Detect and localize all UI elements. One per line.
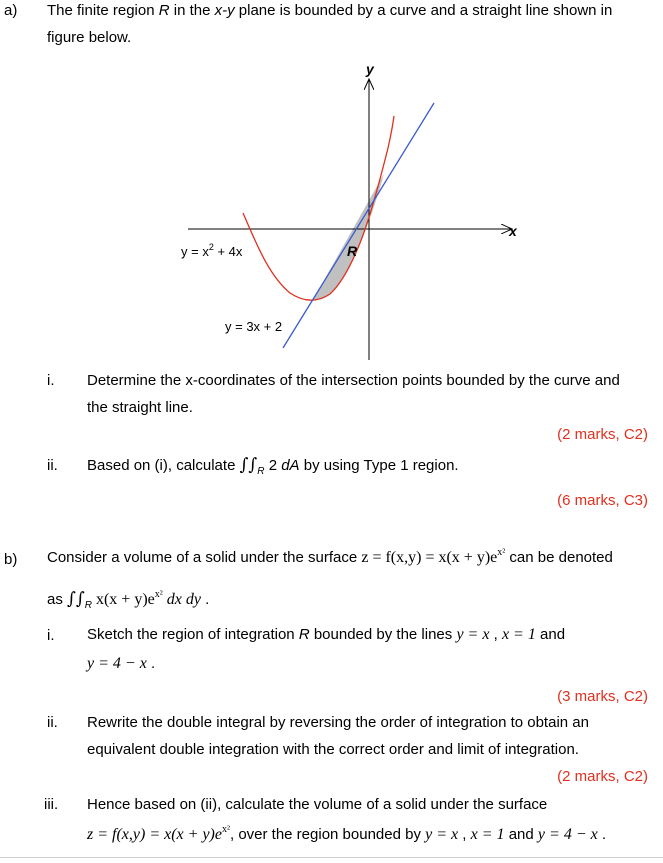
b-q1-line2: y = 4 − x . bbox=[87, 655, 156, 672]
b-q3-number: iii. bbox=[44, 796, 59, 813]
b-q3-line1: Hence based on (ii), calculate the volume of a solid under the surface bbox=[87, 796, 548, 813]
double-integral-symbol: ∫∫ bbox=[239, 455, 258, 475]
curve-label: $y = x^2 + 4x$ bbox=[181, 242, 243, 259]
a-q2-number: ii. bbox=[47, 457, 58, 474]
b-q3-line2: $z = f(x,y) = x(x + y)e^{x^2}$, over the region bounded by y = x , x = 1 and y = 4 − x . bbox=[87, 824, 607, 843]
b-q1-number: i. bbox=[47, 627, 55, 644]
line-label: y = 3x + 2 bbox=[225, 319, 283, 334]
b-q1-line1: Sketch the region of integration R bounded by the lines y = x , x = 1 and bbox=[87, 626, 566, 643]
part-b-marker: b) bbox=[4, 551, 18, 568]
part-b-integral-line: as $\int\int_R$ $x(x + y)e^{x^2}$ dx dy . bbox=[47, 589, 210, 611]
part-a-intro-line1: The finite region R in the x-y plane is bounded by a curve and a straight line shown in bbox=[47, 2, 613, 19]
a-q1-line2: the straight line. bbox=[87, 399, 193, 416]
page-divider bbox=[0, 857, 663, 858]
a-q2-text: Based on (i), calculate $\int\int_R$ 2 dA by using Type 1 region. bbox=[87, 455, 459, 477]
parabola-curve bbox=[243, 116, 394, 300]
part-a-intro-line2: figure below. bbox=[47, 29, 132, 46]
a-q1-number: i. bbox=[47, 372, 55, 389]
b-q1-marks: (3 marks, C2) bbox=[557, 688, 648, 705]
b-q2-marks: (2 marks, C2) bbox=[557, 768, 648, 785]
y-axis-label: y bbox=[366, 61, 374, 77]
double-integral-symbol: ∫∫ bbox=[67, 589, 85, 609]
part-b-intro: Consider a volume of a solid under the surface $z = f(x,y) = x(x + y)e^{x^2}$ can be denoted bbox=[47, 547, 613, 566]
a-q2-marks: (6 marks, C3) bbox=[557, 492, 648, 509]
b-q2-line1: Rewrite the double integral by reversing the order of integration to obtain an bbox=[87, 714, 589, 731]
b-q2-line2: equivalent double integration with the correct order and limit of integration. bbox=[87, 741, 579, 758]
a-q1-marks: (2 marks, C2) bbox=[557, 426, 648, 443]
a-q1-line1: Determine the x-coordinates of the intersection points bounded by the curve and bbox=[87, 372, 620, 389]
part-a-marker: a) bbox=[4, 2, 18, 19]
region-figure bbox=[0, 0, 663, 380]
straight-line bbox=[283, 103, 434, 348]
region-label: R bbox=[347, 243, 358, 259]
b-q2-number: ii. bbox=[47, 714, 58, 731]
x-axis-label: x bbox=[509, 223, 517, 239]
